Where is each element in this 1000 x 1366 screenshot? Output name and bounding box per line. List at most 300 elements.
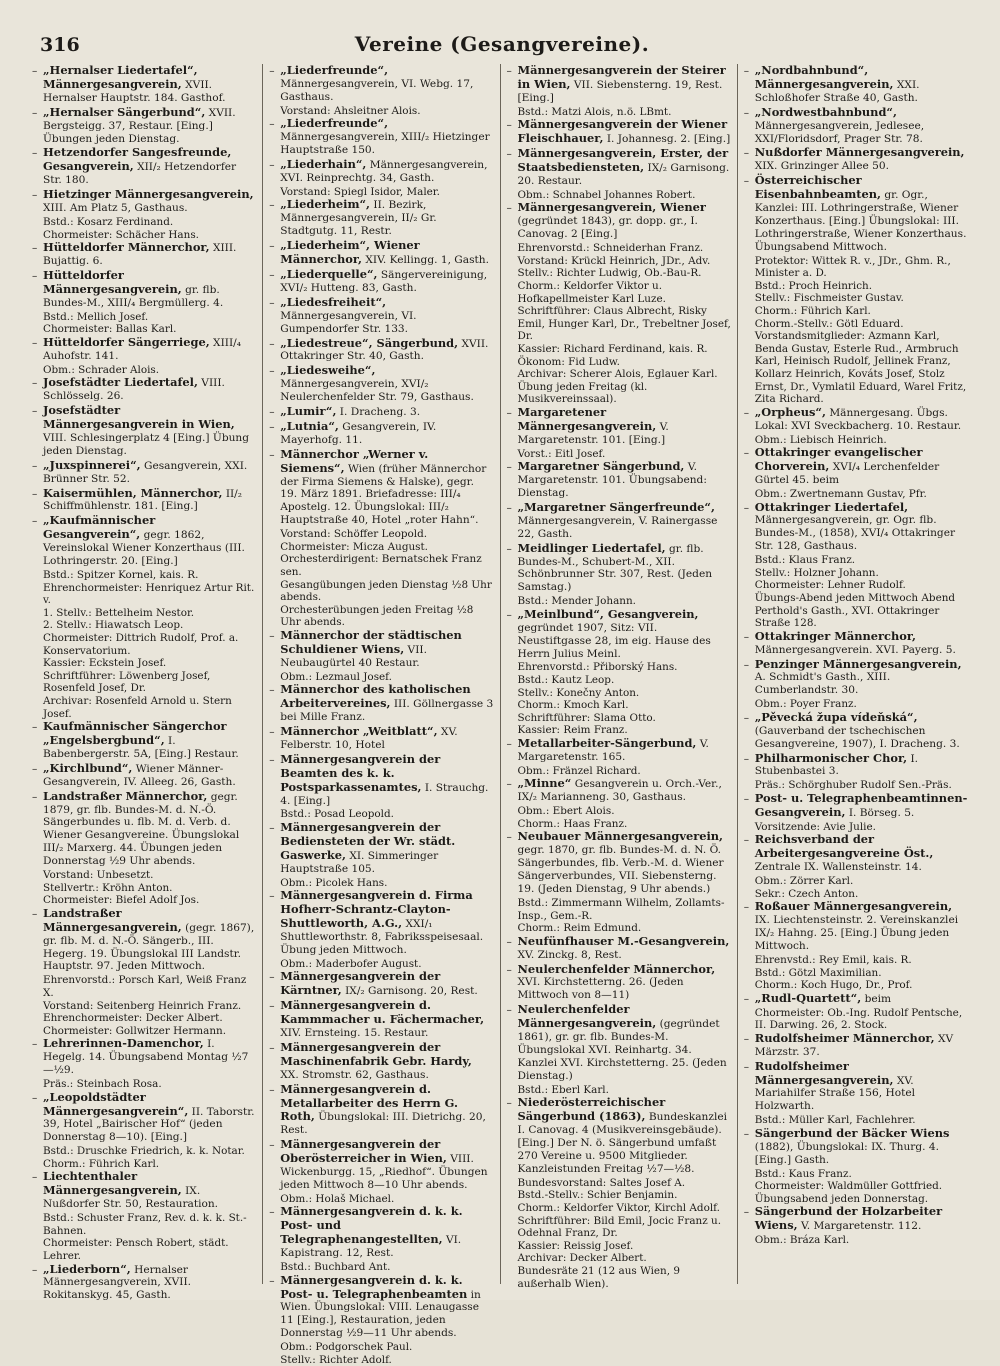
entry-name: Landstraßer Männergesangverein,: [43, 905, 182, 934]
directory-entry: [32, 762, 256, 789]
entry-details: XVI. Kirchstetterng. 26. (Jeden Mittwoch von 8—11): [517, 976, 684, 1002]
directory-entry: [269, 1205, 493, 1260]
entry-dash: –: [506, 461, 512, 474]
directory-entry: [269, 629, 493, 670]
entry-dash: –: [269, 296, 275, 309]
directory-entry: [269, 198, 493, 238]
directory-entry: [507, 501, 731, 541]
entry-details: gegr. 1862, Vereinslokal Wiener Konzerthaus (III. Lothringerstr. 20. [Eing.]: [43, 529, 245, 568]
entry-official: Vorstand: Spiegl Isidor, Maler.: [280, 185, 440, 198]
entry-dash: –: [32, 1038, 38, 1051]
entry-official: Archivar: Rosenfeld Arnold u. Stern Josef.: [43, 694, 232, 720]
entry-name: Rudolfsheimer Männerchor,: [754, 1030, 935, 1045]
entry-official: Chormeister: Lehner Rudolf.: [754, 579, 906, 592]
directory-entry: [269, 239, 493, 267]
entry-name: Männergesangverein d. Metallarbeiter des Herrn G. Roth,: [280, 1081, 458, 1124]
directory-entry: [269, 1138, 493, 1192]
entry-official: Bstd.: Klaus Franz.: [754, 554, 856, 567]
entry-details: IX. Nußdorfer Str. 50, Restauration.: [43, 1185, 219, 1211]
entry-dash: –: [506, 831, 512, 844]
entry-official: Gesangübungen jeden Dienstag ½8 Uhr abends.: [280, 578, 492, 604]
directory-entry: [744, 1205, 968, 1233]
entry-official: Bstd.: Eberl Karl.: [517, 1083, 609, 1096]
entry-name: Hetzendorfer Sangesfreunde, Gesangverein,: [43, 145, 232, 174]
entry-name: Margaretener Männergesangverein,: [517, 404, 657, 433]
entry-dash: –: [32, 336, 38, 349]
entry-dash: –: [506, 778, 512, 791]
directory-entry: [269, 158, 493, 185]
entry-official: Sekr.: Czech Anton.: [754, 887, 859, 900]
entry-official: Chorm.: Führich Karl.: [43, 1157, 160, 1170]
entry-dash: –: [32, 65, 38, 77]
entry-official: Kassier: Richard Ferdinand, kais. R.: [517, 342, 708, 355]
directory-entry: [269, 1083, 493, 1138]
directory-entry: [32, 487, 256, 514]
entry-name: Kaufmännischer Sängerchor „Engelsbergbund“,: [43, 719, 227, 747]
column-3: [500, 63, 737, 1290]
entry-name: Männergesangverein d. Firma Hofherr-Schrantz-Clayton-Shuttleworth, A.G.,: [280, 888, 473, 931]
entry-official: Bstd.: Schuster Franz, Rev. d. k. k. St.-Bahnen.: [43, 1212, 247, 1237]
directory-entry: [507, 1003, 731, 1082]
directory-entry: [507, 737, 731, 764]
entry-details: Bundeskanzlei I. Canovag. 4 (Musikvereinsgebäude). [Eing.] Der N. ö. Sängerbund umfaßt 270 Vereine u. 9500 Mitglieder. Kanzleistunden Freitag ½7—½8.: [517, 1111, 727, 1175]
entry-dash: –: [32, 269, 38, 282]
entry-official: Chormeister: Gollwitzer Hermann.: [43, 1024, 227, 1037]
entry-official: Chorm.-Stellv.: Götl Eduard.: [754, 317, 904, 330]
entry-dash: –: [743, 752, 750, 765]
entry-official: Obm.: Zörrer Karl.: [754, 875, 854, 888]
directory-entry: [507, 201, 731, 241]
entry-official: Bstd.: Mellich Josef.: [43, 310, 149, 323]
entry-dash: –: [743, 658, 750, 671]
entry-details: VII. Siebensterng. 19, Rest. [Eing.]: [517, 78, 723, 104]
entry-official: Bstd.: Spitzer Kornel, kais. R.: [43, 568, 199, 581]
entry-details: VII. Neubaugürtel 40 Restaur.: [280, 643, 427, 669]
entry-dash: –: [743, 1060, 750, 1073]
entry-details: I. Johannesg. 2. [Eing.]: [606, 133, 731, 146]
directory-entry: [32, 106, 256, 146]
entry-details: Gesangverein, XXI. Brünner Str. 52.: [43, 459, 248, 485]
entry-details: Männergesangverein, VI. Gumpendorfer Str. 133.: [280, 309, 417, 335]
entry-name: Neulerchenfelder Männergesangverein,: [517, 1002, 657, 1031]
entry-dash: –: [32, 1091, 38, 1104]
entry-details: V. Margaretenstr. 112.: [800, 1220, 922, 1233]
entry-name: „Margaretner Sängerfreunde“,: [517, 499, 715, 514]
entry-name: Ottakringer evangelischer Chorverein,: [754, 445, 923, 474]
entry-name: Männergesangverein d. Kammmacher u. Fächermacher,: [280, 998, 485, 1027]
entry-details: (gegr. 1867), gr. flb. M. d. N.-Ö. Sängerb., III. Hegerg. 19. Übungslokal III Landstr. Hauptstr. 97. Jeden Mittwoch.: [43, 921, 255, 973]
entry-details: XXI/₁ Shuttleworthstr. 8, Fabriksspeisesaal. Übung jeden Mittwoch.: [280, 918, 484, 956]
entry-details: XXI. Schloßhofer Straße 40, Gasth.: [754, 78, 920, 104]
entry-name: Männergesangverein der Bediensteten der Wr. städt. Gaswerke,: [280, 820, 456, 862]
entry-dash: –: [32, 459, 38, 472]
entry-details: I. Hegelg. 14. Übungsabend Montag ½7—½9.: [43, 1038, 249, 1077]
directory-entry: [507, 64, 731, 105]
page-number: 316: [40, 34, 80, 56]
entry-official: Stellv.: Fischmeister Gustav.: [754, 292, 904, 305]
directory-entry: [32, 64, 256, 105]
entry-details: A. Schmidt's Gasth., XIII. Cumberlandstr. 30.: [754, 671, 891, 697]
entry-official: Ehrenvorstd.: Porsch Karl, Weiß Franz X.: [43, 974, 247, 999]
entry-official: Bstd.: Matzi Alois, n.ö. LBmt.: [517, 105, 672, 118]
directory-entry: [32, 790, 256, 868]
directory-entry: [507, 406, 731, 447]
entry-details: V. Margaretenstr. 101. [Eing.]: [517, 420, 669, 446]
entry-details: in Wien. Übungslokal: VIII. Lenaugasse 11 [Eing.], Restauration, jeden Donnerstag ½9—11 Uhr abends.: [280, 1288, 481, 1340]
running-title: Vereine (Gesangvereine).: [354, 32, 650, 56]
entry-details: I. Stubenbastei 3.: [754, 752, 919, 778]
entry-details: Wiener Männer-Gesangverein, IV. Alleeg. 26, Gasth.: [43, 762, 236, 788]
directory-entry: [32, 404, 256, 458]
entry-official: Bstd.: Buchbard Ant.: [280, 1261, 391, 1274]
entry-details: Sängervereinigung, XVI/₂ Hutteng. 83, Gasth.: [280, 268, 488, 294]
entry-official: Chorm.: Koch Hugo, Dr., Prof.: [754, 979, 913, 992]
entry-official: Vorsitzende: Avie Julie.: [754, 820, 876, 833]
entry-dash: –: [269, 365, 275, 378]
directory-entry: [269, 420, 493, 447]
entry-official: Obm.: Fränzel Richard.: [517, 764, 641, 777]
entry-name: „Liederborn“,: [43, 1261, 131, 1276]
entry-name: Josefstädter Liedertafel,: [43, 375, 198, 390]
entry-details: XIII. Bujattig. 6.: [43, 242, 237, 268]
entry-details: Männergesangverein, XVI/₂ Neulerchenfelder Str. 79, Gasthaus.: [280, 378, 474, 404]
entry-name: Männergesangverein, Wiener: [517, 200, 706, 215]
directory-entry: [507, 963, 731, 1003]
entry-details: XIII. Am Platz 5, Gasthaus.: [43, 202, 188, 215]
entry-details: XIV. Kellingg. 1, Gasth.: [365, 254, 489, 267]
entry-name: Metallarbeiter-Sängerbund,: [517, 736, 697, 751]
entry-details: XVII. Ottakringer Str. 40, Gasth.: [280, 337, 489, 363]
directory-entry: [744, 501, 968, 554]
entry-dash: –: [269, 684, 275, 697]
entry-dash: –: [269, 118, 275, 131]
directory-entry: [269, 296, 493, 336]
entry-name: Penzinger Männergesangverein,: [754, 656, 962, 671]
entry-official: Obm.: Schnabel Johannes Robert.: [517, 188, 696, 201]
entry-official: Bundesräte 21 (12 aus Wien, 9 außerhalb Wien).: [517, 1264, 680, 1290]
entry-name: „Juxspinnerei“,: [43, 457, 141, 472]
directory-entry: [744, 630, 968, 657]
directory-entry: [269, 1274, 493, 1341]
entry-official: Chorm.: Keldorfer Viktor u. Hofkapellmeister Karl Luze.: [517, 279, 666, 305]
entry-official: Vorstand: Krückl Heinrich, JDr., Adv.: [517, 254, 711, 267]
entry-details: XX. Stromstr. 62, Gasthaus.: [280, 1068, 429, 1081]
entry-dash: –: [269, 1000, 275, 1013]
entry-official: Chormeister: Waldmüller Gottfried. Übungsabend jeden Donnerstag.: [754, 1180, 943, 1205]
directory-entry: [269, 1041, 493, 1082]
entry-dash: –: [32, 405, 38, 418]
entry-dash: –: [743, 834, 750, 847]
entry-official: Kassier: Eckstein Josef.: [43, 657, 167, 670]
entry-details: gr. Ogr., Kanzlei: III. Lothringerstraße, Wiener Konzerthaus. [Eing.] Übungslokal: III. Lothringerstraße, Wiener Konzerthaus. Übungsabend Mittwoch.: [754, 189, 967, 253]
entry-name: „Liederheim“, Wiener Männerchor,: [280, 238, 420, 267]
entry-official: Chormeister: Micza August.: [280, 540, 428, 553]
entry-official: Stellv.: Richter Ludwig, Ob.-Bau-R.: [517, 267, 702, 280]
entry-name: „Hernalser Liedertafel“, Männergesangverein,: [43, 63, 198, 91]
entry-details: Männergesangverein, Jedlesee, XXI/Floridsdorf, Prager Str. 78.: [754, 119, 925, 145]
entry-dash: –: [269, 1139, 275, 1152]
entry-dash: –: [269, 420, 275, 433]
directory-entry: [744, 1032, 968, 1059]
entry-official: Bstd.: Posad Leopold.: [280, 808, 394, 821]
entry-official: Ehrenchormeister: Henriquez Artur Rit. v.: [43, 581, 255, 607]
directory-entry: [744, 1127, 968, 1167]
directory-entry: [32, 336, 256, 363]
entry-official: Vorstand: Ahsleitner Alois.: [280, 104, 421, 117]
entry-dash: –: [269, 971, 275, 984]
entry-name: Neufünfhauser M.-Gesangverein,: [517, 933, 730, 948]
entry-details: Männergesangverein, XVI. Reinprechtg. 34, Gasth.: [280, 159, 488, 184]
entry-name: Männerchor „Weitblatt“,: [280, 723, 438, 738]
entry-official: Ehrenvorstd.: Přiborský Hans.: [517, 661, 678, 674]
directory-entry: [269, 364, 493, 404]
entry-details: (gegründet 1861), gr. gr. flb. Bundes-M. Übungslokal XVI. Reinhartg. 34. Kanzlei XVI. Kirchstetterng. 25. (Jeden Dienstag.): [517, 1018, 727, 1082]
entry-official: Bstd.: Müller Karl, Fachlehrer.: [754, 1114, 916, 1127]
entry-official: Bstd.-Stellv.: Schier Benjamin.: [517, 1189, 678, 1202]
entry-dash: –: [269, 1083, 275, 1096]
entry-details: I. Dracheng. 3.: [339, 406, 421, 419]
entry-official: Obm.: Picolek Hans.: [280, 876, 388, 889]
entry-details: (Gauverband der tschechischen Gesangvereine, 1907), I. Dracheng. 3.: [754, 724, 960, 750]
entry-name: Hütteldorfer Männerchor,: [43, 240, 210, 255]
entry-official: Schriftführer: Claus Albrecht, Risky Emil, Hunger Karl, Dr., Trebeltner Josef, Dr.: [517, 305, 731, 343]
entry-official: Obm.: Liebisch Heinrich.: [754, 433, 887, 446]
entry-dash: –: [506, 542, 512, 555]
directory-entry: [32, 1091, 256, 1145]
entry-details: XII/₂ Hetzendorfer Str. 180.: [43, 161, 237, 187]
entry-name: Männerchor „Werner v. Siemens“,: [280, 446, 429, 475]
entry-details: Männergesangverein, gr. Ogr. flb. Bundes-M., (1858), XVI/₄ Ottakringer Str. 128, Gasthaus.: [754, 514, 956, 553]
directory-entry: [744, 833, 968, 874]
entry-dash: –: [269, 1274, 275, 1287]
entry-name: Männergesangverein der Wiener Fleischhauer,: [517, 117, 728, 146]
entry-official: Obm.: Schrader Alois.: [43, 363, 160, 376]
column-1: [30, 63, 262, 1302]
entry-dash: –: [506, 202, 512, 215]
entry-name: Männerchor der städtischen Schuldiener Wiens,: [280, 627, 462, 656]
entry-details: Männergesang. Übgs. Lokal: XVI Sveckbacherg. 10. Restaur.: [754, 406, 962, 432]
entry-details: VIII. Schlösselg. 26.: [43, 377, 225, 403]
entry-official: 2. Stellv.: Hiawatsch Leop.: [43, 619, 184, 632]
entry-details: I. Babenbergerstr. 5A, [Eing.] Restaur.: [43, 735, 239, 760]
directory-entry: [744, 711, 968, 751]
entry-name: „Liedesweihe“,: [280, 363, 376, 378]
entry-official: Bstd.: Mender Johann.: [517, 595, 636, 608]
entry-official: Ökonom: Fid Ludw.: [517, 355, 620, 368]
entry-dash: –: [506, 738, 512, 751]
entry-name: Männergesangverein der Steirer in Wien,: [517, 63, 726, 91]
entry-name: Lehrerinnen-Damenchor,: [43, 1036, 204, 1051]
entry-dash: –: [32, 515, 38, 528]
entry-name: „Liederquelle“,: [280, 266, 378, 281]
entry-details: V. Margaretenstr. 101. Übungsabend: Dienstag.: [517, 461, 707, 499]
entry-details: VIII. Schlesingerplatz 4 [Eing.] Übung jeden Dienstag.: [43, 431, 250, 457]
entry-dash: –: [32, 242, 38, 255]
entry-name: Post- u. Telegraphenbeamtinnen-Gesangverein,: [754, 790, 968, 819]
directory-entry: [32, 269, 256, 310]
entry-dash: –: [743, 630, 750, 643]
directory-entry: [269, 999, 493, 1040]
entry-details: Männergesangverein, V. Rainergasse 22, Gasth.: [517, 514, 718, 540]
directory-entry: [32, 241, 256, 268]
entry-name: Philharmonischer Chor,: [754, 750, 908, 765]
entry-dash: –: [506, 148, 512, 161]
directory-entry: [507, 935, 731, 962]
entry-name: „Liederfreunde“,: [280, 63, 389, 77]
entry-name: „Lutnia“,: [280, 418, 339, 433]
entry-dash: –: [269, 1041, 275, 1054]
entry-official: Bstd.: Kosarz Ferdinand.: [43, 215, 174, 228]
entry-official: Archivar: Scherer Alois, Eglauer Karl. Übung jeden Freitag (kl. Musikvereinssaal).: [517, 368, 718, 406]
entry-dash: –: [506, 119, 512, 132]
entry-name: Liechtenthaler Männergesangverein,: [43, 1169, 182, 1198]
entry-official: Chorm.: Kmoch Karl.: [517, 699, 629, 712]
entry-official: Archivar: Decker Albert.: [517, 1252, 647, 1265]
entry-official: Stellv.: Holzner Johann.: [754, 566, 879, 579]
directory-entry: [32, 514, 256, 568]
directory-entry: [269, 725, 493, 752]
entry-details: Hernalser Männergesangverein, XVII. Rokitanskyg. 45, Gasth.: [43, 1263, 192, 1302]
entry-dash: –: [269, 240, 275, 253]
entry-details: (1882), Übungslokal: IX. Thurg. 4. [Eing.] Gasth.: [754, 1140, 939, 1166]
directory-entry: [269, 448, 493, 527]
directory-entry: [32, 459, 256, 486]
entry-name: Männergesangverein d. k. k. Post- und Telegraphenangestellten,: [280, 1204, 463, 1247]
entry-official: Chormeister: Biefel Adolf Jos.: [43, 894, 200, 907]
entry-dash: –: [506, 65, 512, 77]
entry-official: Stellv.: Richter Adolf.: [280, 1353, 392, 1366]
entry-name: Reichsverband der Arbeitergesangvereine Öst.,: [754, 832, 934, 861]
entry-dash: –: [743, 501, 750, 514]
entry-official: Bstd.: Kaus Franz.: [754, 1167, 852, 1180]
entry-dash: –: [269, 1206, 275, 1219]
entry-name: „Leopoldstädter Männergesangverein“,: [43, 1089, 189, 1118]
directory-entry: [744, 406, 968, 433]
entry-official: Chorm.: Reim Edmund.: [517, 922, 642, 935]
entry-details: Gesangverein, IV. Mayerhofg. 11.: [280, 420, 437, 446]
entry-details: VIII. Wickenburgg. 15, „Riedhof“. Übungen jeden Mittwoch 8—10 Uhr abends.: [280, 1153, 488, 1191]
entry-name: Kaisermühlen, Männerchor,: [43, 485, 223, 500]
entry-dash: –: [32, 487, 38, 500]
entry-name: „Orpheus“,: [754, 404, 826, 419]
entry-details: Zentrale IX. Wallensteinstr. 14.: [754, 861, 922, 874]
entry-official: Schriftführer: Bild Emil, Jocic Franz u. Odehnal Franz, Dr.: [517, 1214, 722, 1240]
entry-official: Ehrenvstd.: Rey Emil, kais. R.: [754, 953, 912, 966]
directory-entry: [507, 542, 731, 595]
entry-name: Männerchor des katholischen Arbeitervereines,: [280, 682, 471, 711]
entry-name: Nußdorfer Männergesangverein,: [754, 145, 965, 160]
entry-name: Sängerbund der Holzarbeiter Wiens,: [754, 1204, 943, 1233]
entry-name: Meidlinger Liedertafel,: [517, 540, 666, 555]
directory-entry: [269, 889, 493, 957]
columns: [30, 63, 974, 1366]
entry-name: Niederösterreichischer Sängerbund (1863),: [517, 1095, 666, 1124]
entry-name: Hütteldorfer Sängerriege,: [43, 334, 210, 349]
entry-details: XVI/₄ Lerchenfelder Gürtel 45. beim: [754, 461, 940, 487]
directory-entry: [744, 900, 968, 953]
directory-entry: [507, 460, 731, 500]
entry-dash: –: [32, 762, 38, 775]
directory-entry: [507, 830, 731, 896]
entry-official: Obm.: Podgorschek Paul.: [280, 1341, 413, 1354]
entry-dash: –: [269, 159, 275, 172]
entry-dash: –: [743, 147, 750, 160]
directory-entry: [507, 608, 731, 661]
entry-dash: –: [32, 106, 38, 119]
entry-dash: –: [743, 106, 750, 119]
directory-entry: [269, 268, 493, 295]
directory-entry: [744, 64, 968, 105]
directory-entry: [269, 683, 493, 724]
entry-name: „Nordwestbahnbund“,: [754, 104, 897, 119]
entry-official: Protektor: Wittek R. v., JDr., Ghm. R., Minister a. D.: [754, 254, 951, 280]
entry-details: I. Strauchg. 4. [Eing.]: [280, 781, 489, 807]
directory-entry: [744, 658, 968, 698]
entry-name: „Minne“: [517, 776, 572, 791]
entry-name: Männergesangverein der Maschinenfabrik Gebr. Hardy,: [280, 1039, 472, 1068]
directory-entry: [507, 1096, 731, 1175]
directory-entry: [32, 146, 256, 187]
column-4: [737, 64, 974, 1284]
entry-official: Orchesterdirigent: Bernatschek Franz sen.: [280, 553, 482, 578]
entry-official: Kassier: Reissig Josef.: [517, 1239, 634, 1252]
entry-dash: –: [269, 406, 275, 419]
entry-name: Männergesangverein der Beamten des k. k. Postsparkassenamtes,: [280, 751, 441, 794]
entry-dash: –: [269, 65, 275, 77]
directory-entry: [744, 792, 968, 820]
entry-dash: –: [743, 447, 750, 460]
entry-dash: –: [743, 992, 750, 1005]
entry-dash: –: [32, 1171, 38, 1184]
entry-official: Stellv.: Konečny Anton.: [517, 686, 640, 699]
entry-details: XV. Felberstr. 10, Hotel: [280, 725, 458, 751]
entry-details: IX/₂ Garnisong. 20, Rest.: [345, 985, 478, 998]
entry-official: Übungs-Abend jeden Mittwoch Abend Perthold's Gasth., XVI. Ottakringer Straße 128.: [754, 591, 956, 630]
entry-details: Männergesangverein, XIII/₂ Hietzinger Hauptstraße 150.: [280, 131, 490, 157]
entry-dash: –: [743, 1032, 750, 1045]
column-2: [262, 63, 499, 1366]
entry-name: Neubauer Männergesangverein,: [517, 829, 724, 844]
entry-name: Männergesangverein der Kärntner,: [280, 969, 441, 998]
entry-name: Ottakringer Männerchor,: [754, 628, 917, 643]
entry-dash: –: [269, 337, 275, 350]
entry-details: gr. flb. Bundes-M., Schubert-M., XII. Schönbrunner Str. 307, Rest. (Jeden Samstag.): [517, 542, 713, 594]
entry-details: XIII/₄ Auhofstr. 141.: [43, 336, 241, 362]
entry-official: Kassier: Reim Franz.: [517, 724, 628, 737]
entry-official: Ehrenvorstd.: Schneiderhan Franz.: [517, 242, 704, 255]
entry-dash: –: [506, 935, 512, 948]
entry-official: Chorm.: Haas Franz.: [517, 817, 628, 830]
entry-details: XI. Simmeringer Hauptstraße 105.: [280, 849, 439, 875]
entry-dash: –: [269, 890, 275, 903]
entry-official: 1. Stellv.: Bettelheim Nestor.: [43, 606, 195, 619]
entry-name: Landstraßer Männerchor,: [43, 788, 208, 803]
entry-details: XVII. Bergsteigg. 37, Restaur. [Eing.] Übungen jeden Dienstag.: [43, 106, 236, 145]
entry-official: Präs.: Steinbach Rosa.: [43, 1078, 162, 1091]
entry-name: „Liedestreue“, Sängerbund,: [280, 335, 459, 350]
entry-dash: –: [506, 501, 512, 514]
entry-official: Chormeister: Ob.-Ing. Rudolf Pentsche, II. Darwing. 26, 2. Stock.: [754, 1006, 963, 1032]
entry-details: (gegründet 1843), gr. dopp. gr., I. Canovag. 2 [Eing.]: [517, 215, 698, 241]
entry-official: Bstd.: Zimmermann Wilhelm, Zollamts-Insp., Gem.-R.: [517, 896, 725, 922]
entry-details: II. Taborstr. 39, Hotel „Bairischer Hof“ (jeden Donnerstag 8—10). [Eing.]: [43, 1105, 255, 1144]
directory-entry: [744, 752, 968, 779]
entry-official: Chormeister: Pensch Robert, städt. Lehrer.: [43, 1237, 229, 1262]
entry-details: XIX. Grinzinger Allee 50.: [754, 160, 889, 173]
directory-entry: [32, 1263, 256, 1303]
directory-entry: [744, 146, 968, 173]
entry-dash: –: [743, 1206, 750, 1219]
